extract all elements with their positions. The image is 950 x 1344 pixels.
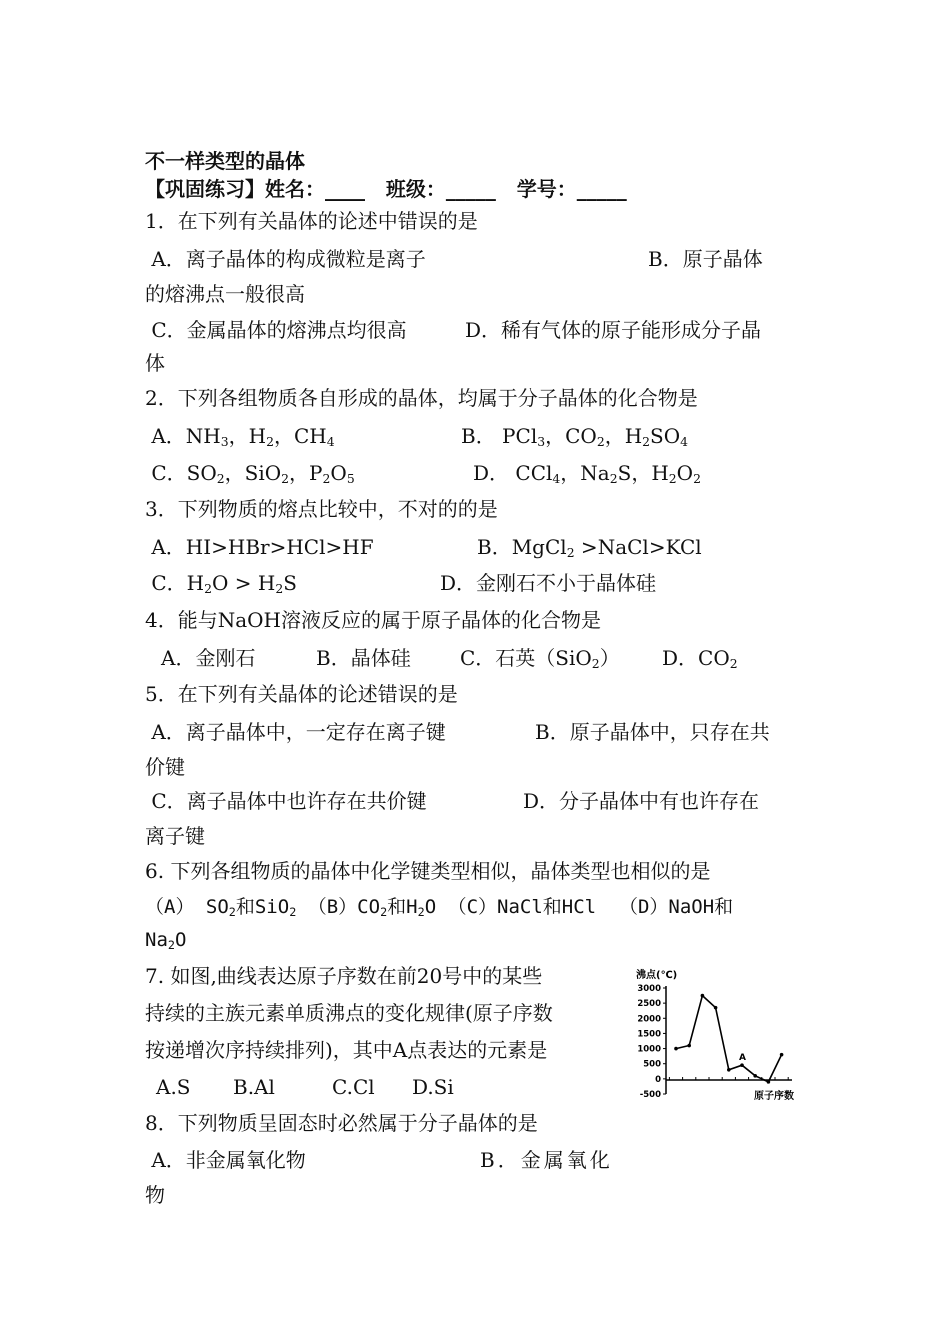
question-3-option-c: C．$H_2O > H_2S$: [145, 571, 297, 597]
chart-data-point: [753, 1074, 757, 1078]
chart-y-tick-label: 2500: [637, 999, 661, 1010]
question-6-options: （A） $SO_2$和SiO$_2$ $(B)CO_2$和$H_2O$ （C）NaCl和HCl （D）NaOH和: [145, 896, 734, 919]
question-8-option-a: A．非金属氧化物: [145, 1148, 306, 1172]
chart-data-point: [701, 994, 705, 998]
question-4-option-d: D．$CO_2$: [662, 646, 738, 672]
question-7-option-c: C.Cl: [332, 1075, 375, 1099]
question-3-stem: 3．下列物质的熔点比较中，不对的的是: [145, 497, 498, 521]
question-1-option-d-cont: 体: [145, 351, 165, 375]
question-3-option-d: D．金刚石不小于晶体硅: [440, 571, 657, 595]
question-5-option-b: B．原子晶体中，只存在共: [535, 720, 770, 744]
chart-data-point: [727, 1068, 731, 1072]
chart-y-tick-label: -500: [639, 1090, 661, 1100]
question-6-stem: 6. 下列各组物质的晶体中化学键类型相似，晶体类型也相似的是: [145, 859, 711, 883]
chart-xlabel: 原子序数: [754, 1091, 794, 1102]
question-5-option-d-cont: 离子键: [145, 824, 205, 848]
question-3-option-a: A．HI>HBr>HCl>HF: [145, 535, 374, 559]
chart-data-point: [714, 1006, 718, 1010]
question-2-option-d: D． CCl$_4$，$Na_2S$，$H_2O_2$: [473, 461, 701, 487]
question-7-stem-2: 持续的主族元素单质沸点的变化规律(原子序数: [145, 1001, 553, 1025]
chart-y-tick-label: 0: [655, 1074, 661, 1085]
question-7-option-b: B.Al: [233, 1075, 275, 1099]
question-5-option-d: D．分子晶体中有也许存在: [523, 789, 760, 813]
question-5-option-a: A．离子晶体中，一定存在离子键: [145, 720, 446, 744]
question-5-option-b-cont: 价键: [145, 755, 185, 779]
question-4-stem: 4．能与NaOH溶液反应的属于原子晶体的化合物是: [145, 608, 601, 632]
chart-data-point: [780, 1053, 784, 1057]
question-7-option-d: D.Si: [412, 1075, 454, 1099]
chart-data-point: [674, 1047, 678, 1051]
chart-data-point: [767, 1080, 771, 1084]
question-8-option-b-cont: 物: [145, 1183, 165, 1207]
chart-point-label-a: A: [739, 1053, 746, 1064]
chart-data-point: [687, 1044, 691, 1048]
question-2-option-a: A．$NH_3$，$H_2$，$CH_4$: [145, 424, 335, 450]
chart-data-point: [740, 1063, 744, 1067]
boiling-point-chart: [632, 966, 807, 1106]
question-6-options-cont: $Na_2O$: [145, 929, 187, 952]
chart-y-ticks: [637, 984, 666, 1100]
practice-header: 【巩固练习】姓名：____ 班级：_____ 学号：_____: [145, 177, 627, 201]
chart-y-tick-label: 500: [643, 1059, 661, 1070]
question-1-option-b: B．原子晶体: [648, 247, 763, 271]
question-7-stem-1: 7. 如图,曲线表达原子序数在前20号中的某些: [145, 964, 543, 988]
chart-ylabel: 沸点(℃): [636, 970, 678, 981]
question-7-stem-3: 按递增次序持续排列)，其中A点表达的元素是: [145, 1038, 548, 1062]
question-8-stem: 8．下列物质呈固态时必然属于分子晶体的是: [145, 1111, 538, 1135]
question-4-option-c: C．石英（SiO$_2$）: [460, 646, 620, 672]
question-7-option-a: A.S: [156, 1075, 191, 1099]
question-2-stem: 2．下列各组物质各自形成的晶体，均属于分子晶体的化合物是: [145, 386, 698, 410]
question-5-option-c: C．离子晶体中也许存在共价键: [145, 789, 427, 813]
question-1-option-c: C．金属晶体的熔沸点均很高: [145, 318, 407, 342]
question-1-stem: 1．在下列有关晶体的论述中错误的是: [145, 209, 478, 233]
chart-y-tick-label: 2000: [637, 1014, 661, 1025]
question-2-option-b: B． PCl$_3$，$CO_2$，$H_2SO_4$: [461, 424, 689, 450]
chart-y-tick-label: 1500: [637, 1029, 661, 1040]
page-title: 不一样类型的晶体: [145, 149, 305, 173]
question-5-stem: 5．在下列有关晶体的论述错误的是: [145, 682, 458, 706]
question-1-option-b-cont: 的熔沸点一般很高: [145, 282, 305, 306]
question-3-option-b: B．MgCl$_2$ >NaCl>KCl: [477, 535, 702, 561]
question-4-option-b: B．晶体硅: [316, 646, 411, 670]
question-2-option-c: C．$SO_2$，SiO$_2$，$P_2O_5$: [145, 461, 355, 487]
question-1-option-a: A．离子晶体的构成微粒是离子: [145, 247, 426, 271]
question-1-option-d: D．稀有气体的原子能形成分子晶: [465, 318, 762, 342]
chart-y-tick-label: 3000: [637, 984, 661, 994]
question-8-option-b: B．金属氧化: [480, 1148, 613, 1172]
question-4-option-a: A．金刚石: [161, 646, 256, 670]
chart-y-tick-label: 1000: [637, 1044, 661, 1055]
